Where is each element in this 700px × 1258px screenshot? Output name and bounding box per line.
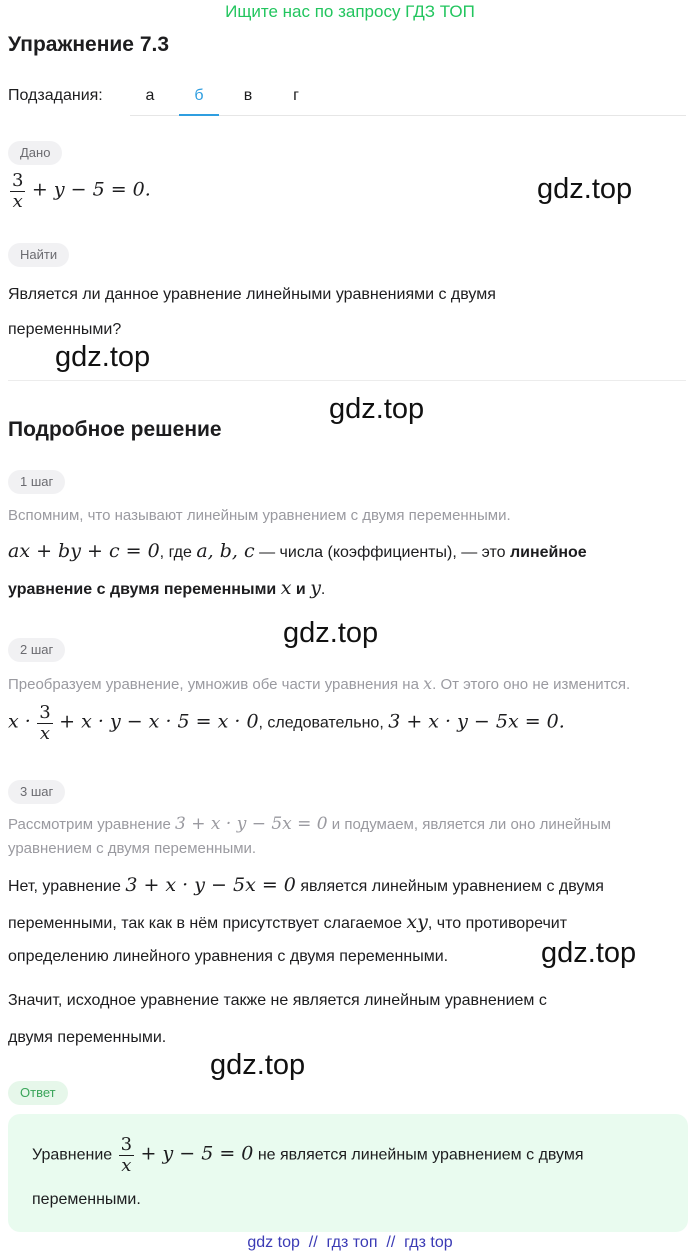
step3-hint-line-2: уравнением с двумя переменными. (8, 840, 257, 857)
step3-para-line-1 (8, 874, 604, 896)
step1-pill (8, 470, 65, 494)
answer-pre: Уравнение (32, 1146, 117, 1164)
watermark: gdz.top (210, 1049, 306, 1081)
step2-pill (8, 638, 65, 662)
footer-links: gdz top // гдз топ // гдз top (247, 1234, 453, 1251)
step3-hint-line-1 (8, 814, 611, 834)
watermark: gdz.top (541, 937, 637, 969)
answer-fraction (119, 1135, 134, 1176)
step1-bold-1: линейное (509, 544, 587, 561)
step1-bold-2: уравнение с двумя переменными (8, 581, 277, 598)
subtasks-label: Подзадания: (8, 87, 103, 104)
step3-hint-eq: 3 + x · y − 5x = 0 (175, 814, 328, 834)
given-equation (8, 171, 151, 212)
find-pill-label: Найти (8, 243, 69, 267)
watermark: gdz.top (283, 617, 379, 649)
tab-a[interactable]: а (145, 87, 155, 104)
top-banner: Ищите нас по запросу ГДЗ ТОП (225, 2, 475, 21)
answer-line-1 (32, 1135, 584, 1176)
step2-hint-pre: Преобразуем уравнение, умножив обе части уравнения на (8, 676, 424, 693)
exercise-title: Упражнение 7.3 (8, 33, 170, 56)
step3-p1-pre: Нет, уравнение (8, 878, 126, 895)
given-pill (8, 141, 62, 165)
given-pill-label: Дано (8, 141, 62, 165)
step3-pill-label: 3 шаг (8, 780, 65, 804)
answer-pill (8, 1081, 68, 1105)
watermark: gdz.top (55, 341, 151, 373)
step3-p2-pre: переменными, так как в нём присутствует слагаемое (8, 915, 407, 932)
step2-mid: , следовательно, (258, 714, 389, 732)
answer-equation: + y − 5 = 0 (140, 1142, 254, 1165)
step1-var-y: y (310, 577, 321, 599)
step2-equation-line (8, 703, 565, 744)
step3-p1-post: является линейным уравнением с двумя (295, 878, 604, 895)
step2-eq2: 3 + x · y − 5x = 0. (388, 710, 565, 733)
find-pill (8, 243, 69, 267)
step1-pill-label: 1 шаг (8, 470, 65, 494)
step2-eq-pre: x · (8, 710, 31, 733)
step1-coefficients: a, b, c (196, 540, 255, 562)
solution-title: Подробное решение (8, 418, 222, 441)
given-denominator: x (10, 191, 25, 212)
step2-eq-post: + x · y − x · 5 = x · 0 (59, 710, 259, 733)
find-line-2: переменными? (8, 321, 122, 338)
step1-text-numbers: — числа (коэффициенты), — это (254, 544, 510, 561)
tab-g[interactable]: г (293, 87, 299, 104)
step1-line-1 (8, 540, 587, 562)
watermark: gdz.top (329, 393, 425, 425)
step2-fraction (37, 703, 52, 744)
step1-text-where: , где (159, 544, 197, 561)
subtask-tabs (130, 80, 686, 116)
step3-p1-eq: 3 + x · y − 5x = 0 (125, 874, 296, 896)
step2-hint (8, 674, 630, 693)
step3-pill (8, 780, 65, 804)
step3-para-line-4: Значит, исходное уравнение также не является линейным уравнением с (8, 992, 547, 1009)
step3-para-line-2 (8, 911, 567, 933)
step3-para-line-3: определению линейного уравнения с двумя переменными. (8, 948, 449, 965)
step2-denominator: x (37, 723, 52, 744)
find-line-1: Является ли данное уравнение линейными уравнениями с двумя (8, 286, 496, 303)
given-fraction (10, 171, 25, 212)
answer-post: не является линейным уравнением с двумя (253, 1146, 584, 1164)
divider (8, 380, 686, 381)
step1-hint: Вспомним, что называют линейным уравнением с двумя переменными. (8, 507, 511, 524)
answer-line-2: переменными. (32, 1191, 141, 1208)
step3-hint-post: и подумаем, является ли оно линейным (327, 816, 612, 833)
step1-end: . (320, 581, 326, 598)
tab-v[interactable]: в (243, 87, 253, 104)
step3-hint-pre: Рассмотрим уравнение (8, 816, 176, 833)
step1-line-2 (8, 577, 325, 599)
step3-para-line-5: двумя переменными. (8, 1029, 167, 1046)
answer-denominator: x (119, 1155, 134, 1176)
given-numerator: 3 (12, 170, 24, 191)
step1-and: и (295, 581, 306, 598)
step2-pill-label: 2 шаг (8, 638, 65, 662)
answer-pill-label: Ответ (8, 1081, 68, 1105)
step2-numerator: 3 (39, 702, 51, 723)
step1-equation: ax + by + c = 0 (8, 540, 160, 562)
step2-hint-var: x (423, 674, 433, 693)
tab-b[interactable]: б (179, 80, 219, 116)
given-rest: + y − 5 = 0. (31, 178, 151, 201)
watermark: gdz.top (537, 173, 633, 205)
step3-p2-post: , что противоречит (427, 915, 568, 932)
step1-var-x: x (280, 577, 292, 599)
step2-hint-post: . От этого оно не изменится. (432, 676, 631, 693)
answer-numerator: 3 (120, 1134, 133, 1155)
step3-p2-var: xy (406, 911, 428, 933)
